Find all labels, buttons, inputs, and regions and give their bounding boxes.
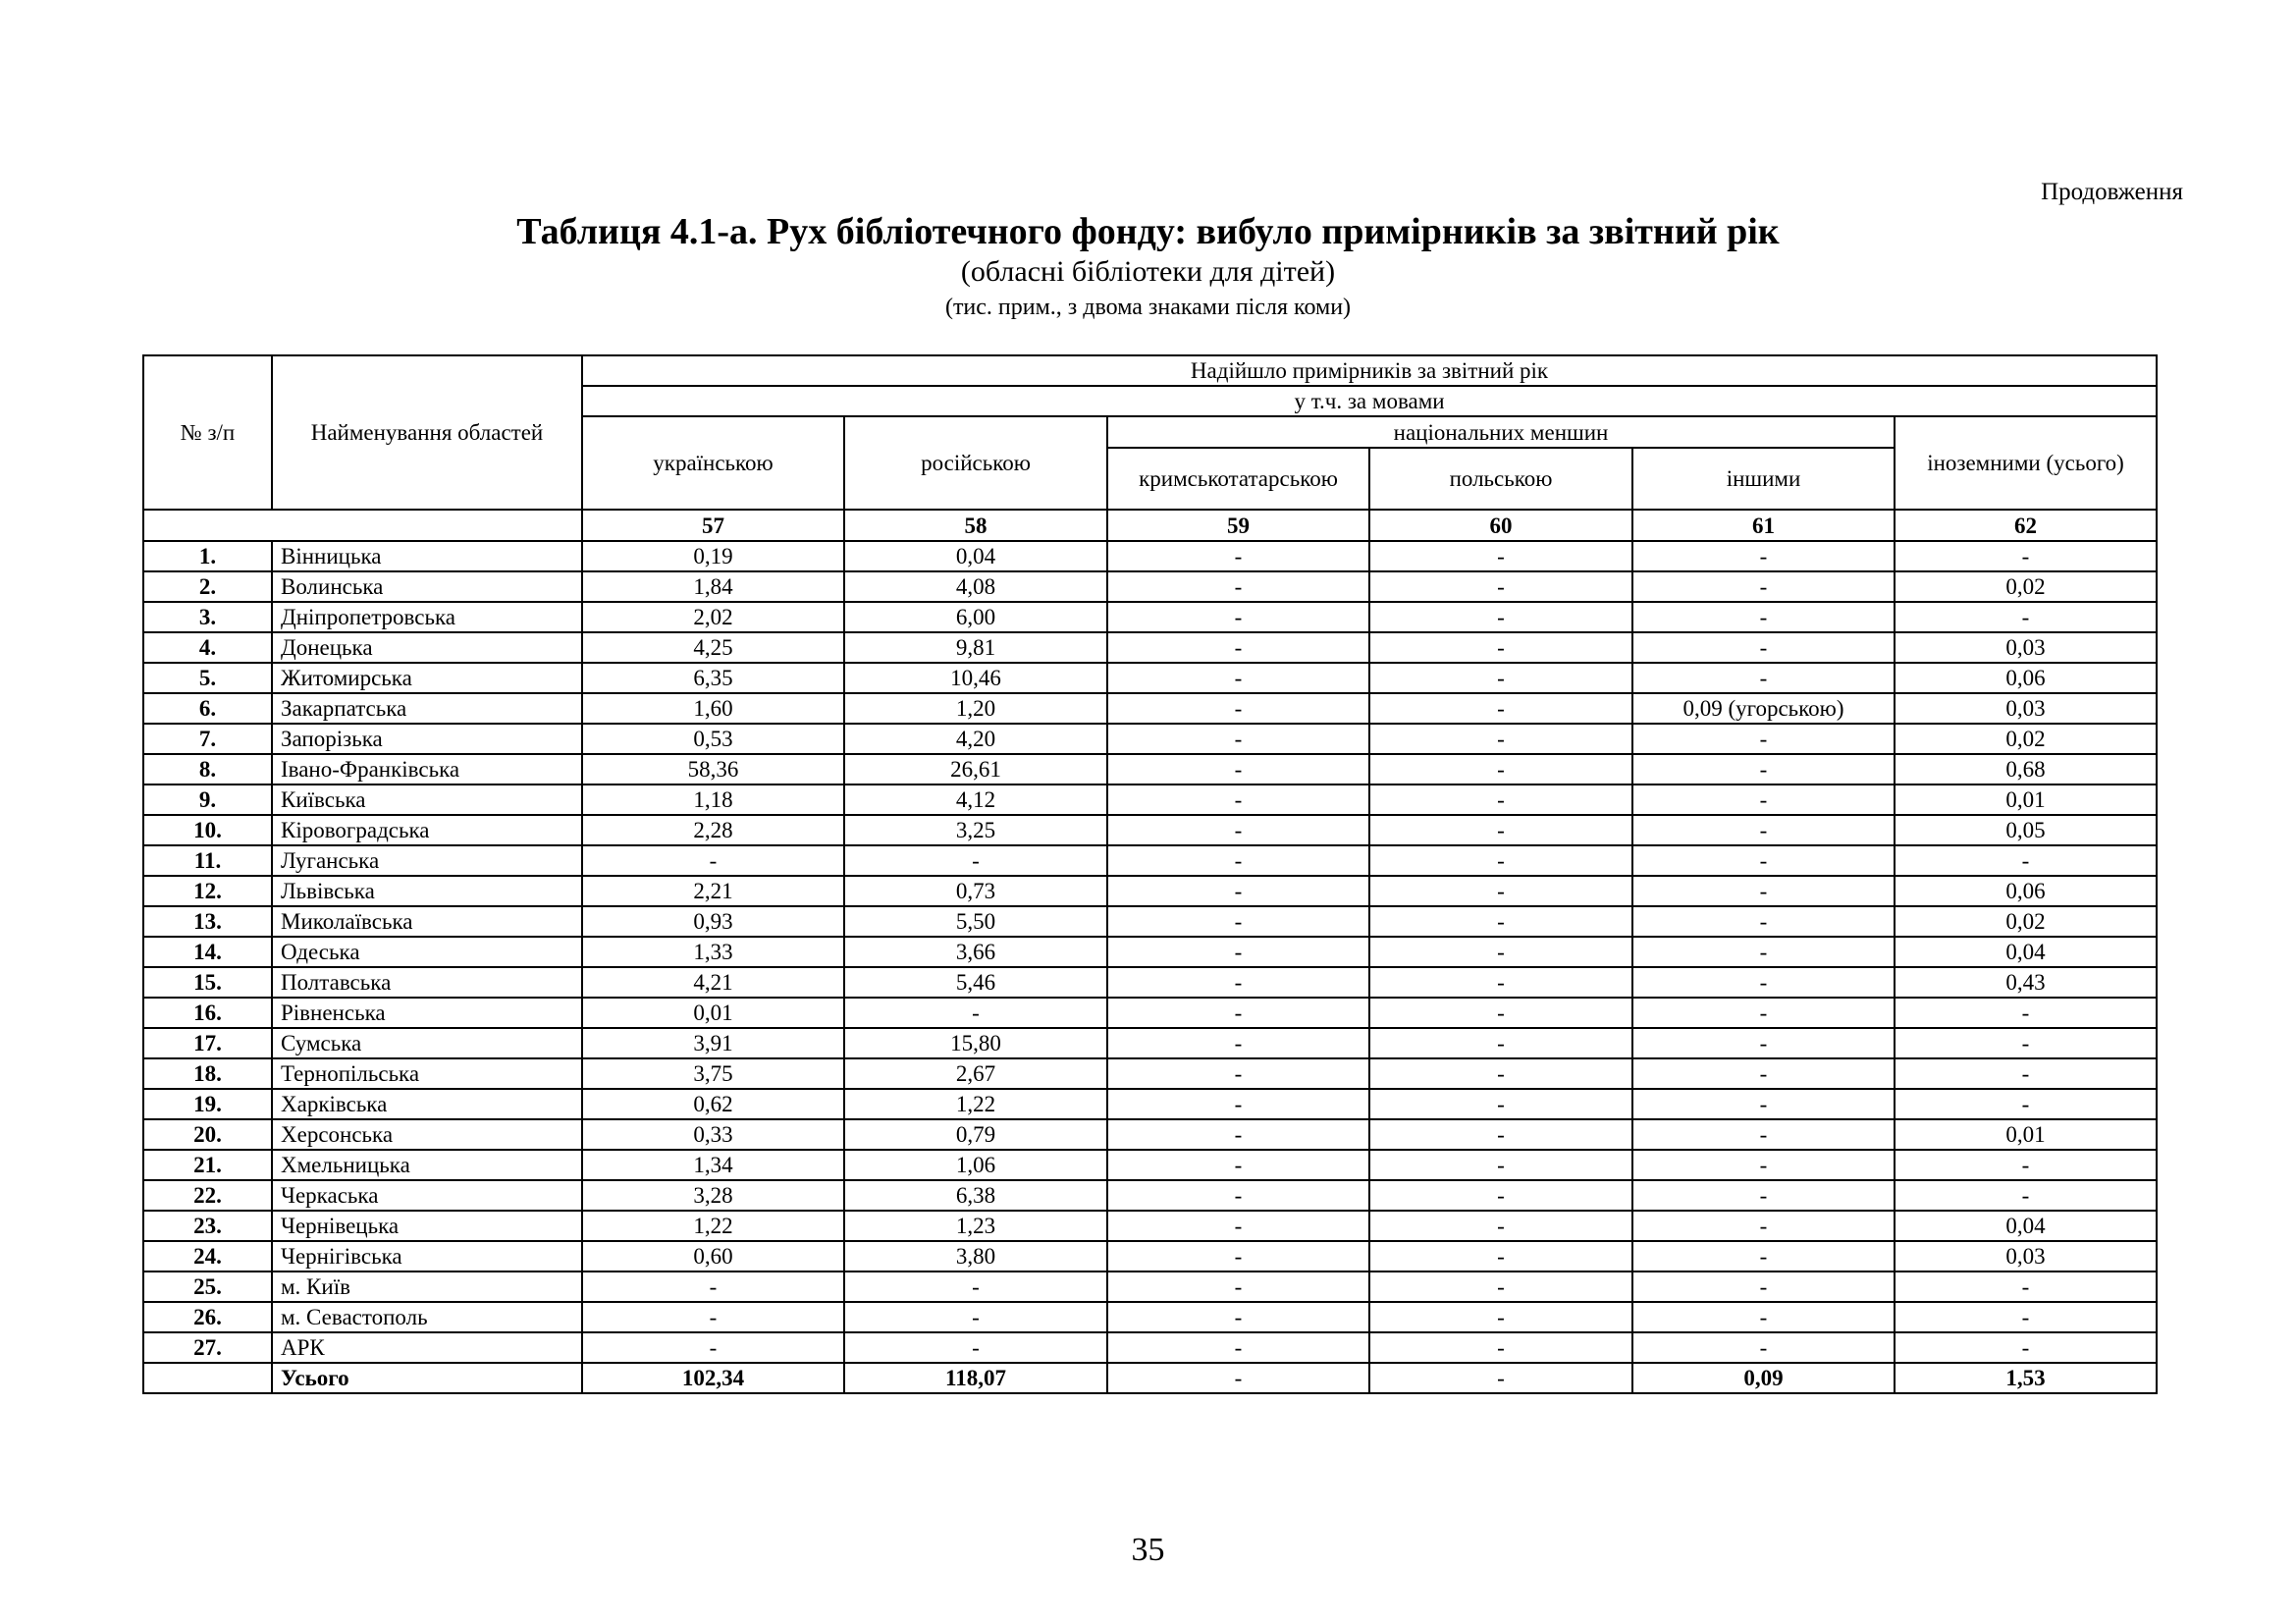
cell-foreign: 0,03 [1895, 693, 2157, 724]
table-row [143, 663, 2157, 693]
cell-region: Тернопільська [272, 1058, 582, 1089]
table-row [143, 845, 2157, 876]
cell-num: 13. [143, 906, 272, 937]
cell-foreign: 0,02 [1895, 724, 2157, 754]
cell-russian: 4,20 [844, 724, 1107, 754]
total-ukrainian: 102,34 [582, 1363, 844, 1393]
table-row [143, 1271, 2157, 1302]
cell-num: 4. [143, 632, 272, 663]
cell-region: АРК [272, 1332, 582, 1363]
cell-foreign: 0,01 [1895, 1119, 2157, 1150]
cell-num: 11. [143, 845, 272, 876]
cell-other: - [1632, 602, 1895, 632]
cell-foreign: - [1895, 1028, 2157, 1058]
cell-russian: 1,23 [844, 1211, 1107, 1241]
cell-crimean-tatar: - [1107, 1211, 1369, 1241]
table-title: Таблиця 4.1-а. Рух бібліотечного фонду: вибуло примірників за звітний рік [516, 211, 1780, 252]
cell-russian: 10,46 [844, 663, 1107, 693]
table-body [143, 541, 2157, 1363]
cell-crimean-tatar: - [1107, 1271, 1369, 1302]
cell-crimean-tatar: - [1107, 876, 1369, 906]
table-row [143, 1119, 2157, 1150]
cell-region: Полтавська [272, 967, 582, 998]
cell-polish: - [1369, 754, 1632, 784]
cell-other: - [1632, 754, 1895, 784]
cell-ukrainian: 0,01 [582, 998, 844, 1028]
table-row [143, 876, 2157, 906]
cell-crimean-tatar: - [1107, 754, 1369, 784]
cell-other: - [1632, 845, 1895, 876]
cell-polish: - [1369, 571, 1632, 602]
cell-region: Чернівецька [272, 1211, 582, 1241]
cell-russian: 1,06 [844, 1150, 1107, 1180]
cell-num: 10. [143, 815, 272, 845]
cell-foreign: 0,02 [1895, 571, 2157, 602]
cell-polish: - [1369, 1332, 1632, 1363]
header-by-language: у т.ч. за мовами [582, 386, 2157, 416]
cell-num: 18. [143, 1058, 272, 1089]
cell-foreign: - [1895, 1058, 2157, 1089]
table-row [143, 1089, 2157, 1119]
cell-region: Луганська [272, 845, 582, 876]
cell-russian: 9,81 [844, 632, 1107, 663]
cell-polish: - [1369, 815, 1632, 845]
cell-polish: - [1369, 693, 1632, 724]
cell-num: 27. [143, 1332, 272, 1363]
table-row [143, 937, 2157, 967]
cell-region: Вінницька [272, 541, 582, 571]
cell-other: - [1632, 571, 1895, 602]
total-russian: 118,07 [844, 1363, 1107, 1393]
cell-crimean-tatar: - [1107, 724, 1369, 754]
cell-russian: 15,80 [844, 1028, 1107, 1058]
cell-num: 22. [143, 1180, 272, 1211]
cell-russian: 0,04 [844, 541, 1107, 571]
cell-num: 26. [143, 1302, 272, 1332]
cell-polish: - [1369, 1150, 1632, 1180]
table-row [143, 571, 2157, 602]
cell-crimean-tatar: - [1107, 1028, 1369, 1058]
cell-region: Івано-Франківська [272, 754, 582, 784]
cell-other: - [1632, 876, 1895, 906]
cell-polish: - [1369, 663, 1632, 693]
cell-foreign: - [1895, 1150, 2157, 1180]
header-foreign: іноземними (усього) [1895, 416, 2157, 510]
cell-region: Донецька [272, 632, 582, 663]
cell-russian: 1,20 [844, 693, 1107, 724]
cell-region: Київська [272, 784, 582, 815]
cell-polish: - [1369, 1271, 1632, 1302]
cell-other: - [1632, 998, 1895, 1028]
header-russian: російською [844, 416, 1107, 510]
cell-foreign: 0,68 [1895, 754, 2157, 784]
col-number-62: 62 [1895, 510, 2157, 541]
cell-num: 17. [143, 1028, 272, 1058]
cell-foreign: 0,01 [1895, 784, 2157, 815]
cell-foreign: 0,02 [1895, 906, 2157, 937]
cell-polish: - [1369, 1058, 1632, 1089]
table-subtitle: (обласні бібліотеки для дітей) [960, 255, 1336, 288]
col-number-57: 57 [582, 510, 844, 541]
cell-russian: 5,50 [844, 906, 1107, 937]
cell-region: Закарпатська [272, 693, 582, 724]
cell-region: Волинська [272, 571, 582, 602]
cell-crimean-tatar: - [1107, 1058, 1369, 1089]
cell-russian: - [844, 845, 1107, 876]
cell-ukrainian: 0,53 [582, 724, 844, 754]
cell-region: Миколаївська [272, 906, 582, 937]
table-row [143, 632, 2157, 663]
library-fund-table [142, 354, 2158, 1394]
cell-foreign: 0,43 [1895, 967, 2157, 998]
cell-num: 23. [143, 1211, 272, 1241]
cell-ukrainian: 1,22 [582, 1211, 844, 1241]
cell-region: Одеська [272, 937, 582, 967]
cell-russian: - [844, 998, 1107, 1028]
table-row [143, 602, 2157, 632]
cell-other: - [1632, 1028, 1895, 1058]
cell-num: 3. [143, 602, 272, 632]
cell-crimean-tatar: - [1107, 937, 1369, 967]
table-row [143, 693, 2157, 724]
cell-foreign: - [1895, 1089, 2157, 1119]
cell-region: Чернігівська [272, 1241, 582, 1271]
cell-crimean-tatar: - [1107, 784, 1369, 815]
cell-crimean-tatar: - [1107, 571, 1369, 602]
cell-ukrainian: 0,62 [582, 1089, 844, 1119]
total-other: 0,09 [1632, 1363, 1895, 1393]
cell-other: - [1632, 1332, 1895, 1363]
cell-foreign: - [1895, 845, 2157, 876]
cell-polish: - [1369, 632, 1632, 663]
cell-other: - [1632, 1241, 1895, 1271]
cell-crimean-tatar: - [1107, 845, 1369, 876]
cell-foreign: 0,03 [1895, 1241, 2157, 1271]
cell-russian: 2,67 [844, 1058, 1107, 1089]
cell-polish: - [1369, 906, 1632, 937]
cell-num: 8. [143, 754, 272, 784]
header-name: Найменування областей [272, 355, 582, 510]
cell-russian: 3,80 [844, 1241, 1107, 1271]
cell-russian: 5,46 [844, 967, 1107, 998]
cell-num: 25. [143, 1271, 272, 1302]
cell-foreign: 0,05 [1895, 815, 2157, 845]
cell-foreign: - [1895, 1271, 2157, 1302]
cell-other: - [1632, 967, 1895, 998]
cell-russian: 0,73 [844, 876, 1107, 906]
continuation-label: Продовження [2041, 179, 2183, 205]
header-num: № з/п [143, 355, 272, 510]
col-number-58: 58 [844, 510, 1107, 541]
cell-crimean-tatar: - [1107, 1302, 1369, 1332]
header-blank [143, 510, 582, 541]
cell-russian: 6,38 [844, 1180, 1107, 1211]
table-row [143, 1180, 2157, 1211]
cell-region: Львівська [272, 876, 582, 906]
cell-other: - [1632, 784, 1895, 815]
cell-other: - [1632, 1211, 1895, 1241]
cell-crimean-tatar: - [1107, 1241, 1369, 1271]
cell-crimean-tatar: - [1107, 815, 1369, 845]
cell-region: Кіровоградська [272, 815, 582, 845]
total-label: Усього [272, 1363, 582, 1393]
cell-polish: - [1369, 1180, 1632, 1211]
cell-ukrainian: - [582, 845, 844, 876]
total-row [143, 1363, 2157, 1393]
table-row [143, 967, 2157, 998]
cell-polish: - [1369, 1089, 1632, 1119]
cell-other: - [1632, 541, 1895, 571]
cell-crimean-tatar: - [1107, 602, 1369, 632]
cell-region: Рівненська [272, 998, 582, 1028]
cell-other: - [1632, 724, 1895, 754]
cell-ukrainian: 0,33 [582, 1119, 844, 1150]
cell-foreign: 0,04 [1895, 1211, 2157, 1241]
cell-ukrainian: 1,18 [582, 784, 844, 815]
cell-foreign: - [1895, 1332, 2157, 1363]
cell-polish: - [1369, 724, 1632, 754]
cell-region: Житомирська [272, 663, 582, 693]
cell-russian: - [844, 1271, 1107, 1302]
cell-other: - [1632, 632, 1895, 663]
cell-other: - [1632, 1150, 1895, 1180]
col-number-61: 61 [1632, 510, 1895, 541]
header-polish: польською [1369, 448, 1632, 510]
header-other: іншими [1632, 448, 1895, 510]
cell-polish: - [1369, 602, 1632, 632]
table-footer [143, 1363, 2157, 1393]
cell-ukrainian: 4,21 [582, 967, 844, 998]
cell-ukrainian: 1,60 [582, 693, 844, 724]
cell-ukrainian: - [582, 1332, 844, 1363]
table-row [143, 815, 2157, 845]
cell-crimean-tatar: - [1107, 1332, 1369, 1363]
table-row [143, 1302, 2157, 1332]
cell-region: Хмельницька [272, 1150, 582, 1180]
cell-crimean-tatar: - [1107, 1180, 1369, 1211]
table-row [143, 1058, 2157, 1089]
cell-ukrainian: 2,28 [582, 815, 844, 845]
table-row [143, 754, 2157, 784]
header-minorities: національних меншин [1107, 416, 1895, 448]
table-header [143, 355, 2157, 541]
cell-crimean-tatar: - [1107, 1119, 1369, 1150]
cell-other: - [1632, 1271, 1895, 1302]
cell-crimean-tatar: - [1107, 693, 1369, 724]
cell-crimean-tatar: - [1107, 632, 1369, 663]
table-row [143, 1211, 2157, 1241]
cell-num: 21. [143, 1150, 272, 1180]
cell-foreign: 0,03 [1895, 632, 2157, 663]
units-note: (тис. прим., з двома знаками після коми) [944, 295, 1352, 320]
cell-ukrainian: 0,60 [582, 1241, 844, 1271]
cell-ukrainian: 1,34 [582, 1150, 844, 1180]
cell-ukrainian: 1,84 [582, 571, 844, 602]
cell-other: - [1632, 1058, 1895, 1089]
cell-crimean-tatar: - [1107, 663, 1369, 693]
cell-num: 14. [143, 937, 272, 967]
cell-crimean-tatar: - [1107, 967, 1369, 998]
cell-other: 0,09 (угорською) [1632, 693, 1895, 724]
cell-other: - [1632, 1180, 1895, 1211]
cell-ukrainian: 0,19 [582, 541, 844, 571]
cell-ukrainian: 1,33 [582, 937, 844, 967]
cell-ukrainian: 6,35 [582, 663, 844, 693]
cell-foreign: 0,06 [1895, 663, 2157, 693]
cell-ukrainian: 4,25 [582, 632, 844, 663]
cell-ukrainian: 2,21 [582, 876, 844, 906]
cell-russian: 3,25 [844, 815, 1107, 845]
cell-num: 6. [143, 693, 272, 724]
cell-foreign: 0,04 [1895, 937, 2157, 967]
cell-polish: - [1369, 876, 1632, 906]
cell-other: - [1632, 815, 1895, 845]
cell-polish: - [1369, 1119, 1632, 1150]
cell-num: 19. [143, 1089, 272, 1119]
cell-num: 2. [143, 571, 272, 602]
cell-ukrainian: 3,28 [582, 1180, 844, 1211]
cell-foreign: - [1895, 998, 2157, 1028]
table-row [143, 724, 2157, 754]
cell-russian: 0,79 [844, 1119, 1107, 1150]
cell-russian: - [844, 1332, 1107, 1363]
cell-num: 1. [143, 541, 272, 571]
cell-region: Дніпропетровська [272, 602, 582, 632]
cell-region: Черкаська [272, 1180, 582, 1211]
cell-crimean-tatar: - [1107, 906, 1369, 937]
cell-russian: - [844, 1302, 1107, 1332]
cell-ukrainian: - [582, 1271, 844, 1302]
cell-other: - [1632, 1302, 1895, 1332]
cell-crimean-tatar: - [1107, 541, 1369, 571]
cell-foreign: 0,06 [1895, 876, 2157, 906]
table-row [143, 1150, 2157, 1180]
total-foreign: 1,53 [1895, 1363, 2157, 1393]
cell-other: - [1632, 906, 1895, 937]
cell-crimean-tatar: - [1107, 1089, 1369, 1119]
cell-num: 20. [143, 1119, 272, 1150]
cell-crimean-tatar: - [1107, 1150, 1369, 1180]
total-num [143, 1363, 272, 1393]
cell-other: - [1632, 1119, 1895, 1150]
cell-foreign: - [1895, 541, 2157, 571]
cell-polish: - [1369, 967, 1632, 998]
cell-num: 5. [143, 663, 272, 693]
cell-other: - [1632, 663, 1895, 693]
cell-polish: - [1369, 1028, 1632, 1058]
cell-ukrainian: - [582, 1302, 844, 1332]
cell-other: - [1632, 1089, 1895, 1119]
cell-polish: - [1369, 845, 1632, 876]
header-crimean-tatar: кримськотатарською [1107, 448, 1369, 510]
cell-region: Сумська [272, 1028, 582, 1058]
cell-russian: 1,22 [844, 1089, 1107, 1119]
cell-crimean-tatar: - [1107, 998, 1369, 1028]
cell-russian: 4,12 [844, 784, 1107, 815]
cell-num: 15. [143, 967, 272, 998]
cell-num: 16. [143, 998, 272, 1028]
cell-foreign: - [1895, 602, 2157, 632]
cell-polish: - [1369, 1211, 1632, 1241]
header-ukrainian: українською [582, 416, 844, 510]
cell-ukrainian: 58,36 [582, 754, 844, 784]
header-received: Надійшло примірників за звітний рік [582, 355, 2157, 386]
cell-num: 24. [143, 1241, 272, 1271]
cell-polish: - [1369, 998, 1632, 1028]
cell-ukrainian: 3,75 [582, 1058, 844, 1089]
table-row [143, 998, 2157, 1028]
cell-ukrainian: 0,93 [582, 906, 844, 937]
cell-foreign: - [1895, 1180, 2157, 1211]
cell-other: - [1632, 937, 1895, 967]
page-number: 35 [1131, 1532, 1165, 1568]
cell-russian: 3,66 [844, 937, 1107, 967]
cell-polish: - [1369, 937, 1632, 967]
cell-num: 7. [143, 724, 272, 754]
cell-region: Херсонська [272, 1119, 582, 1150]
table-row [143, 784, 2157, 815]
col-number-60: 60 [1369, 510, 1632, 541]
cell-polish: - [1369, 1302, 1632, 1332]
total-polish: - [1369, 1363, 1632, 1393]
cell-russian: 4,08 [844, 571, 1107, 602]
cell-ukrainian: 2,02 [582, 602, 844, 632]
table-row [143, 541, 2157, 571]
cell-region: Запорізька [272, 724, 582, 754]
total-crimean-tatar: - [1107, 1363, 1369, 1393]
table-row [143, 1241, 2157, 1271]
cell-polish: - [1369, 1241, 1632, 1271]
col-number-59: 59 [1107, 510, 1369, 541]
cell-foreign: - [1895, 1302, 2157, 1332]
cell-polish: - [1369, 541, 1632, 571]
cell-region: Харківська [272, 1089, 582, 1119]
table-row [143, 1332, 2157, 1363]
cell-ukrainian: 3,91 [582, 1028, 844, 1058]
cell-num: 12. [143, 876, 272, 906]
cell-russian: 6,00 [844, 602, 1107, 632]
table-row [143, 906, 2157, 937]
cell-region: м. Севастополь [272, 1302, 582, 1332]
cell-num: 9. [143, 784, 272, 815]
table-row [143, 1028, 2157, 1058]
cell-region: м. Київ [272, 1271, 582, 1302]
cell-polish: - [1369, 784, 1632, 815]
cell-russian: 26,61 [844, 754, 1107, 784]
